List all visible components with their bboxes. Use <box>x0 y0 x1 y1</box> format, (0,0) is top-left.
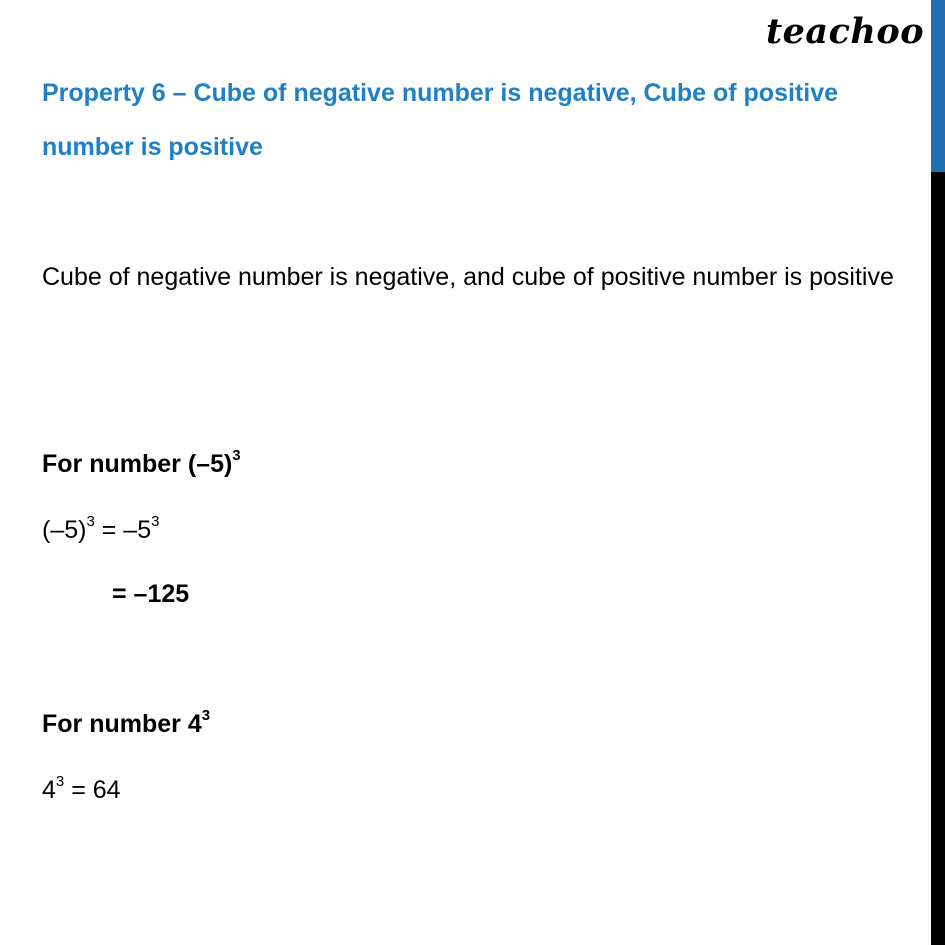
example2-exponent: 3 <box>55 772 65 790</box>
example1-equation <box>42 503 159 557</box>
example1-heading <box>42 437 241 491</box>
property-description: Cube of negative number is negative, and cube of positive number is positive <box>42 263 894 291</box>
teachoo-logo: teachoo <box>766 11 925 52</box>
example2-base: 4 <box>42 776 56 804</box>
example1-equals-part: = –5 <box>94 516 152 544</box>
property-title: Property 6 – Cube of negative number is negative, Cube of positive number is positive <box>42 79 839 161</box>
example1-lhs-exponent: 3 <box>86 512 95 530</box>
example2-equation <box>42 763 121 817</box>
example1-rhs-exponent: 3 <box>151 512 160 530</box>
example2-heading-base: For number 4 <box>42 710 202 738</box>
example1-heading-exponent: 3 <box>232 446 241 464</box>
example1-lhs-base: (–5) <box>42 516 87 544</box>
example2-result: = 64 <box>64 776 121 804</box>
example2-heading <box>42 697 210 751</box>
example2-heading-exponent: 3 <box>201 706 211 724</box>
example1-heading-base: For number (–5) <box>42 450 233 478</box>
example1-result: = –125 <box>112 580 190 608</box>
sidebar-accent <box>931 0 945 172</box>
